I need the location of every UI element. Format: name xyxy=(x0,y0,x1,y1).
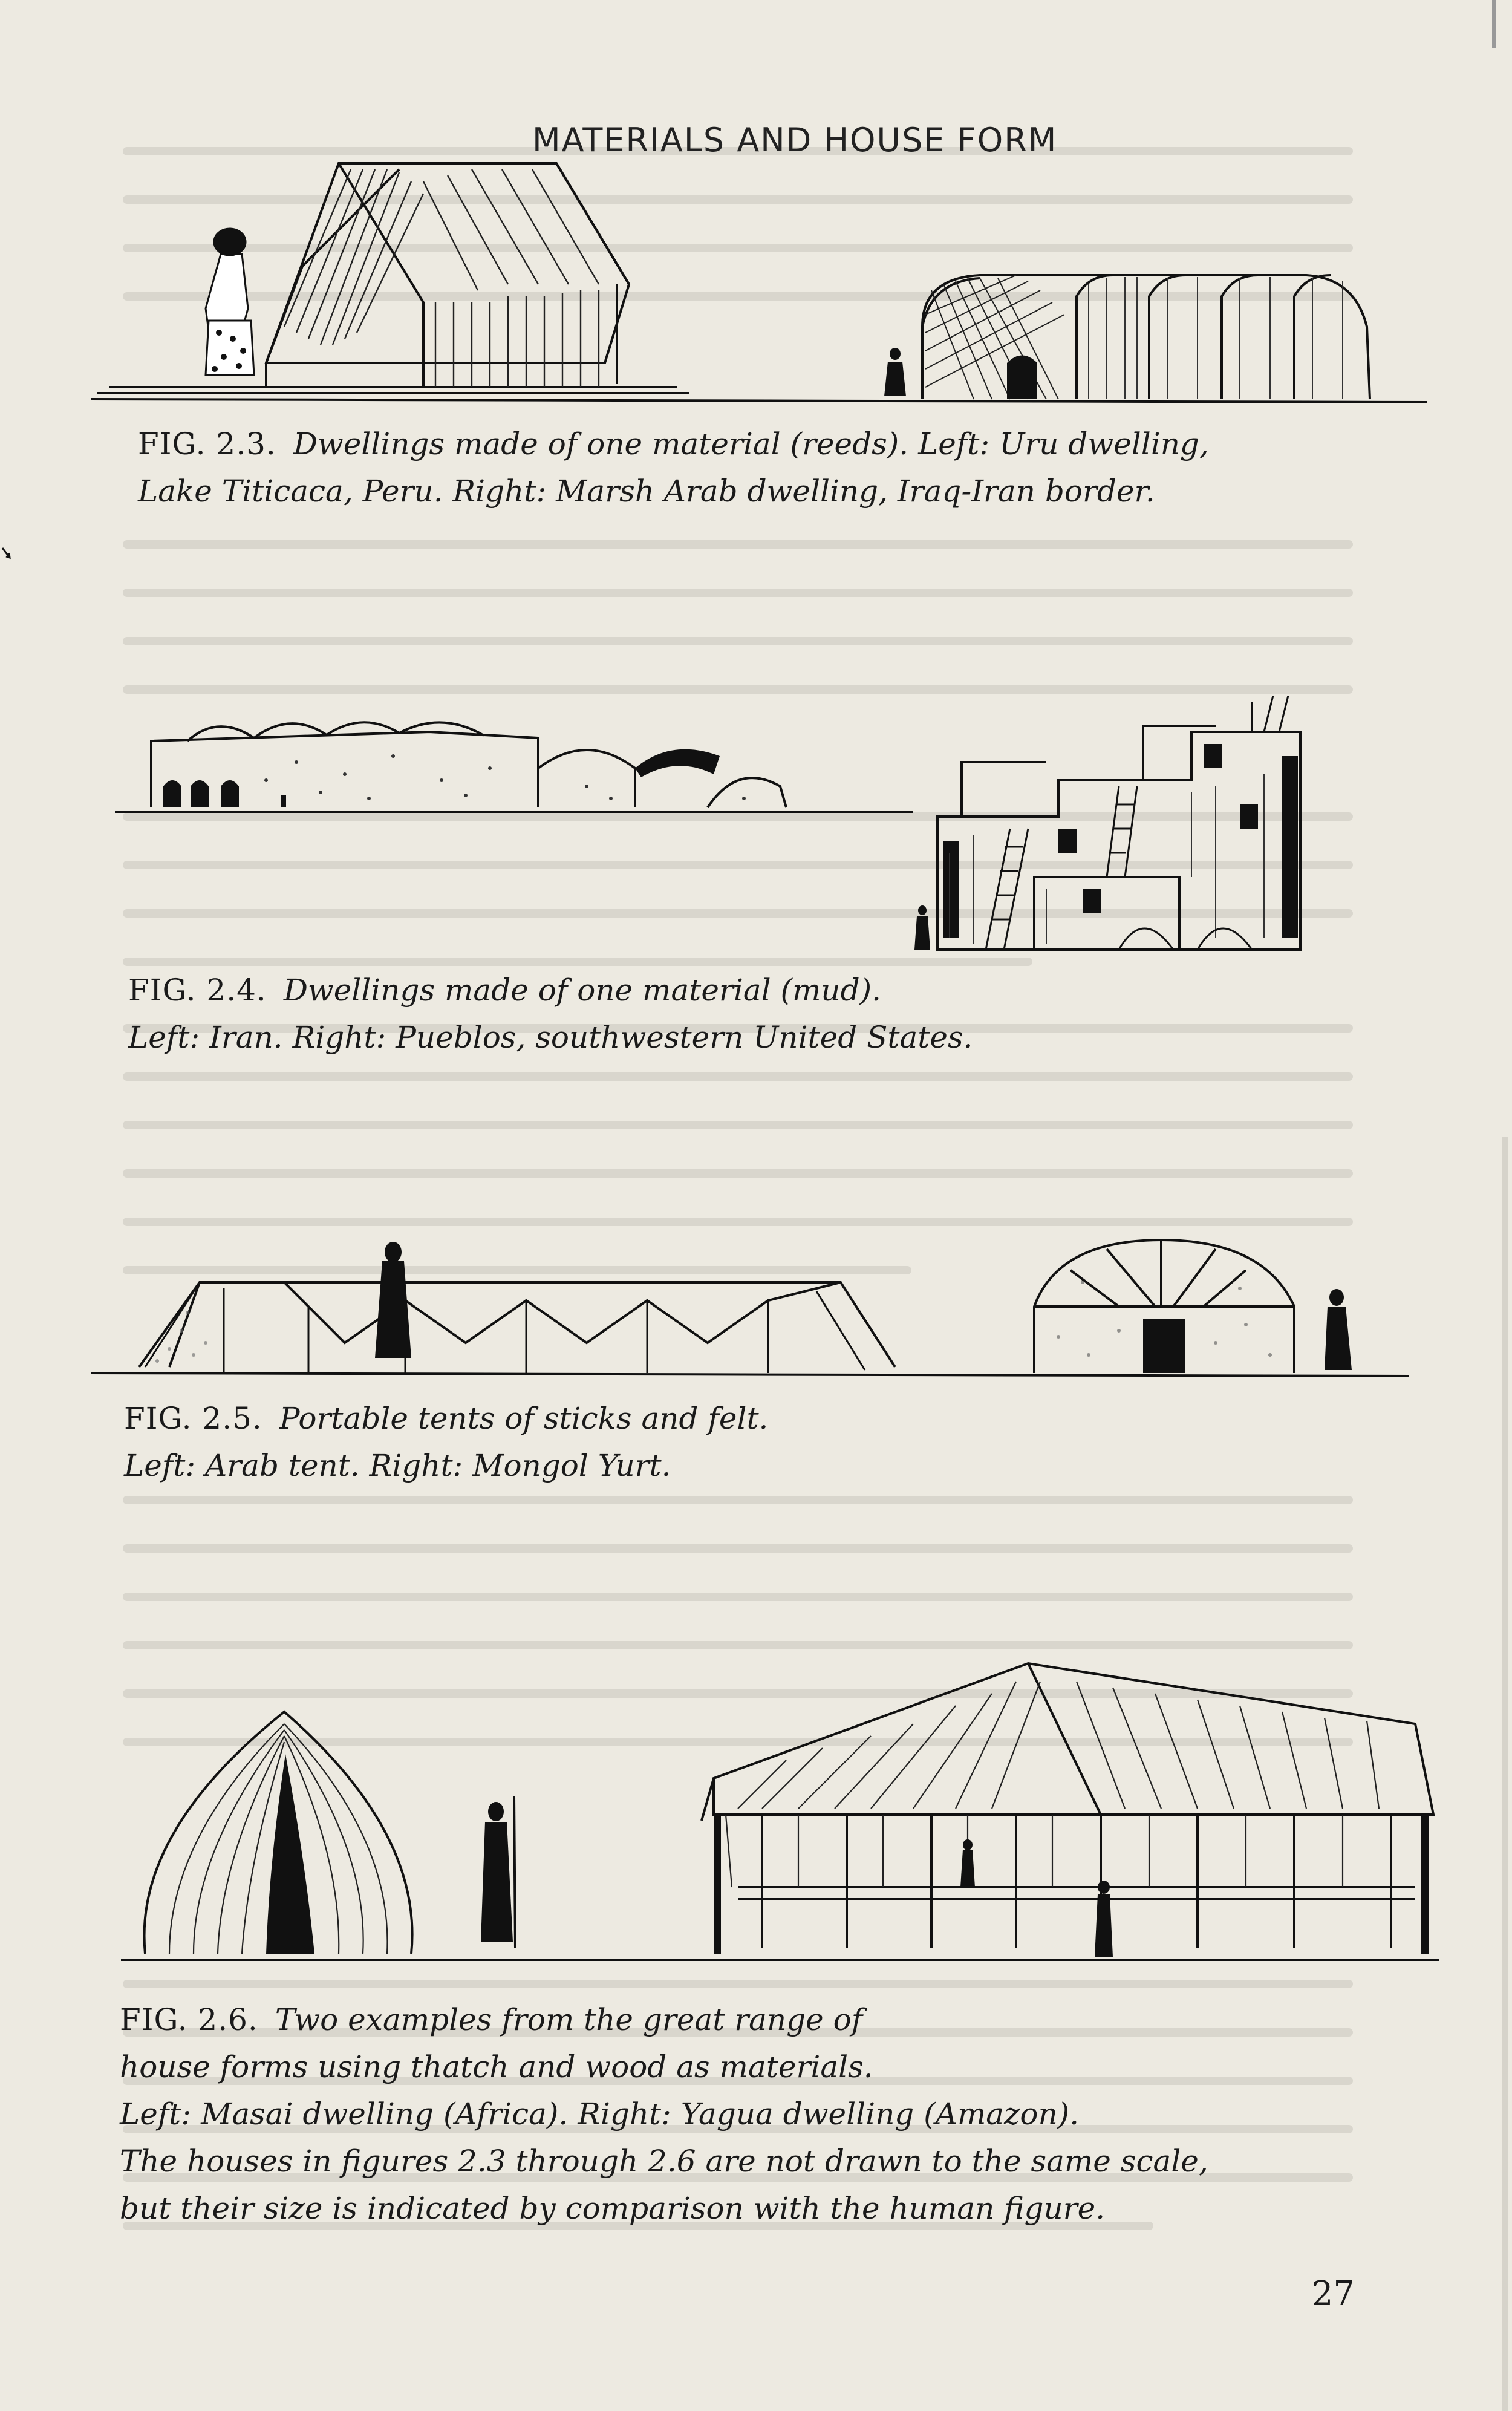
fig-2-4-caption-line-2: Left: Iran. Right: Pueblos, southwestern United States. xyxy=(128,1020,973,1055)
marsh-arab-human-figure xyxy=(884,348,906,396)
fig-2-5-caption-line-1: Portable tents of sticks and felt. xyxy=(279,1401,769,1436)
fig-2-4-number: FIG. 2.4. xyxy=(128,973,267,1008)
marsh-arab-dwelling xyxy=(922,275,1370,399)
fig-2-4-caption xyxy=(128,967,973,1061)
fig-2-6-caption xyxy=(120,1996,1208,2232)
fig-2-6-caption-line-1: Two examples from the great range of xyxy=(275,2002,863,2037)
uru-dwelling xyxy=(266,163,629,387)
fig-2-6-caption-line-4: The houses in figures 2.3 through 2.6 are not drawn to the same scale, xyxy=(120,2144,1208,2179)
uru-human-figure xyxy=(206,229,254,375)
fig-2-3-caption-line-1: Dwellings made of one material (reeds). Left: Uru dwelling, xyxy=(293,426,1209,462)
handwritten-header: MATERIALS AND HOUSE FORM xyxy=(532,121,1058,159)
fig-2-6-caption-line-3: Left: Masai dwelling (Africa). Right: Yagua dwelling (Amazon). xyxy=(120,2096,1080,2132)
fig-2-4-illustration xyxy=(115,696,1361,968)
fig-2-6-illustration xyxy=(109,1657,1452,1972)
fig-2-6-caption-line-2: house forms using thatch and wood as materials. xyxy=(120,2049,873,2084)
yurt-human-figure xyxy=(1325,1289,1352,1370)
fig-2-6-number: FIG. 2.6. xyxy=(120,2002,258,2037)
fig-2-3-illustration xyxy=(85,145,1452,411)
fig-2-5-number: FIG. 2.5. xyxy=(124,1401,262,1436)
fig-2-5-caption xyxy=(124,1395,768,1489)
arab-tent xyxy=(139,1282,895,1367)
fig-2-3-caption xyxy=(138,420,1209,515)
masai-human-figure xyxy=(481,1796,515,1948)
arab-tent-human-figure xyxy=(375,1242,411,1358)
yagua-dwelling xyxy=(702,1663,1433,1948)
margin-arrow-mark xyxy=(0,544,18,569)
fig-2-3-caption-line-2: Lake Titicaca, Peru. Right: Marsh Arab dwelling, Iraq-Iran border. xyxy=(138,474,1155,509)
fig-2-5-caption-line-2: Left: Arab tent. Right: Mongol Yurt. xyxy=(124,1448,671,1483)
fig-2-3-number: FIG. 2.3. xyxy=(138,426,276,462)
fig-2-5-illustration xyxy=(91,1216,1421,1397)
page-number: 27 xyxy=(1311,2274,1355,2314)
fig-2-6-caption-line-5: but their size is indicated by comparison with the human figure. xyxy=(120,2191,1106,2226)
fig-2-4-caption-line-1: Dwellings made of one material (mud). xyxy=(283,973,882,1008)
